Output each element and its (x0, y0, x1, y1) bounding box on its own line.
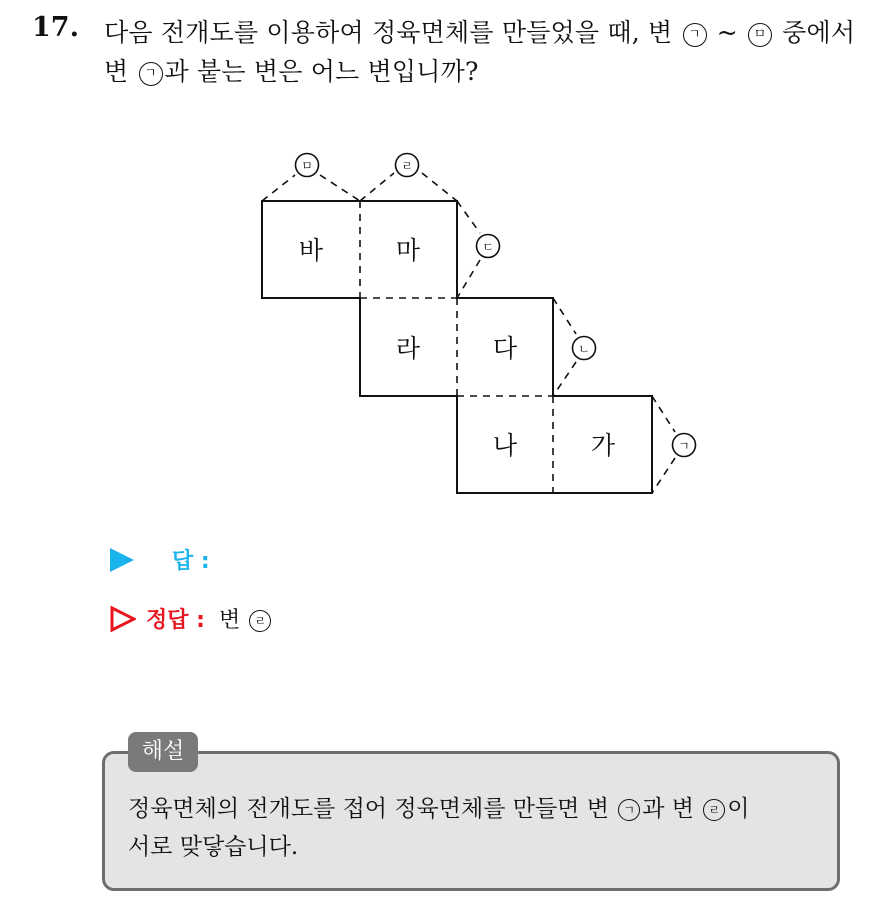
answer-prefix: 변 (218, 608, 241, 633)
edge-arc (652, 396, 675, 493)
face-label: 마 (395, 236, 421, 265)
correct-answer-label: 정답 : (146, 608, 205, 633)
circled-label-icon: ㄱ (683, 23, 707, 47)
explanation-text-part: 정육면체의 전개도를 접어 정육면체를 만들면 변 (128, 796, 609, 822)
question-text-part: 중에서 (782, 18, 856, 47)
outline-triangle-icon (110, 606, 136, 632)
edge-label-text: ㅁ (301, 159, 313, 173)
correct-answer-value (219, 603, 273, 634)
circled-label-icon: ㅁ (748, 23, 772, 47)
edge-label-text: ㄱ (678, 439, 690, 453)
explanation-tag: 해설 (128, 732, 198, 772)
edge-label-text: ㄴ (578, 342, 590, 356)
face-label: 나 (492, 431, 518, 460)
question-number: 17. (32, 12, 79, 43)
face-label: 가 (590, 431, 616, 460)
answer-row (110, 544, 210, 575)
circled-label-icon: ㄹ (249, 610, 271, 632)
edge-label-text: ㄷ (482, 240, 494, 254)
question-text-part: 과 붙는 변은 어느 변입니까? (164, 57, 479, 86)
play-triangle-icon (110, 548, 134, 572)
correct-answer-row (110, 603, 273, 634)
explanation-text-part: 과 변 (642, 796, 694, 822)
explanation-line-2: 서로 맞닿습니다. (128, 834, 299, 860)
answer-label: 답 : (172, 549, 210, 574)
face-label: 바 (298, 236, 324, 265)
question-text-part: 다음 전개도를 이용하여 정육면체를 만들었을 때, 변 (104, 18, 673, 47)
face-label: 다 (492, 334, 518, 363)
question-text-part: 변 (104, 57, 129, 86)
explanation-text-part: 이 (727, 796, 750, 822)
circled-label-icon: ㄹ (703, 799, 725, 821)
explanation-line-1 (128, 790, 750, 823)
edge-label-text: ㄹ (401, 159, 413, 173)
tilde: ~ (716, 18, 738, 47)
edge-arc (262, 175, 360, 201)
face-label: 라 (395, 334, 421, 363)
circled-label-icon: ㄱ (139, 62, 163, 86)
circled-label-icon: ㄱ (618, 799, 640, 821)
